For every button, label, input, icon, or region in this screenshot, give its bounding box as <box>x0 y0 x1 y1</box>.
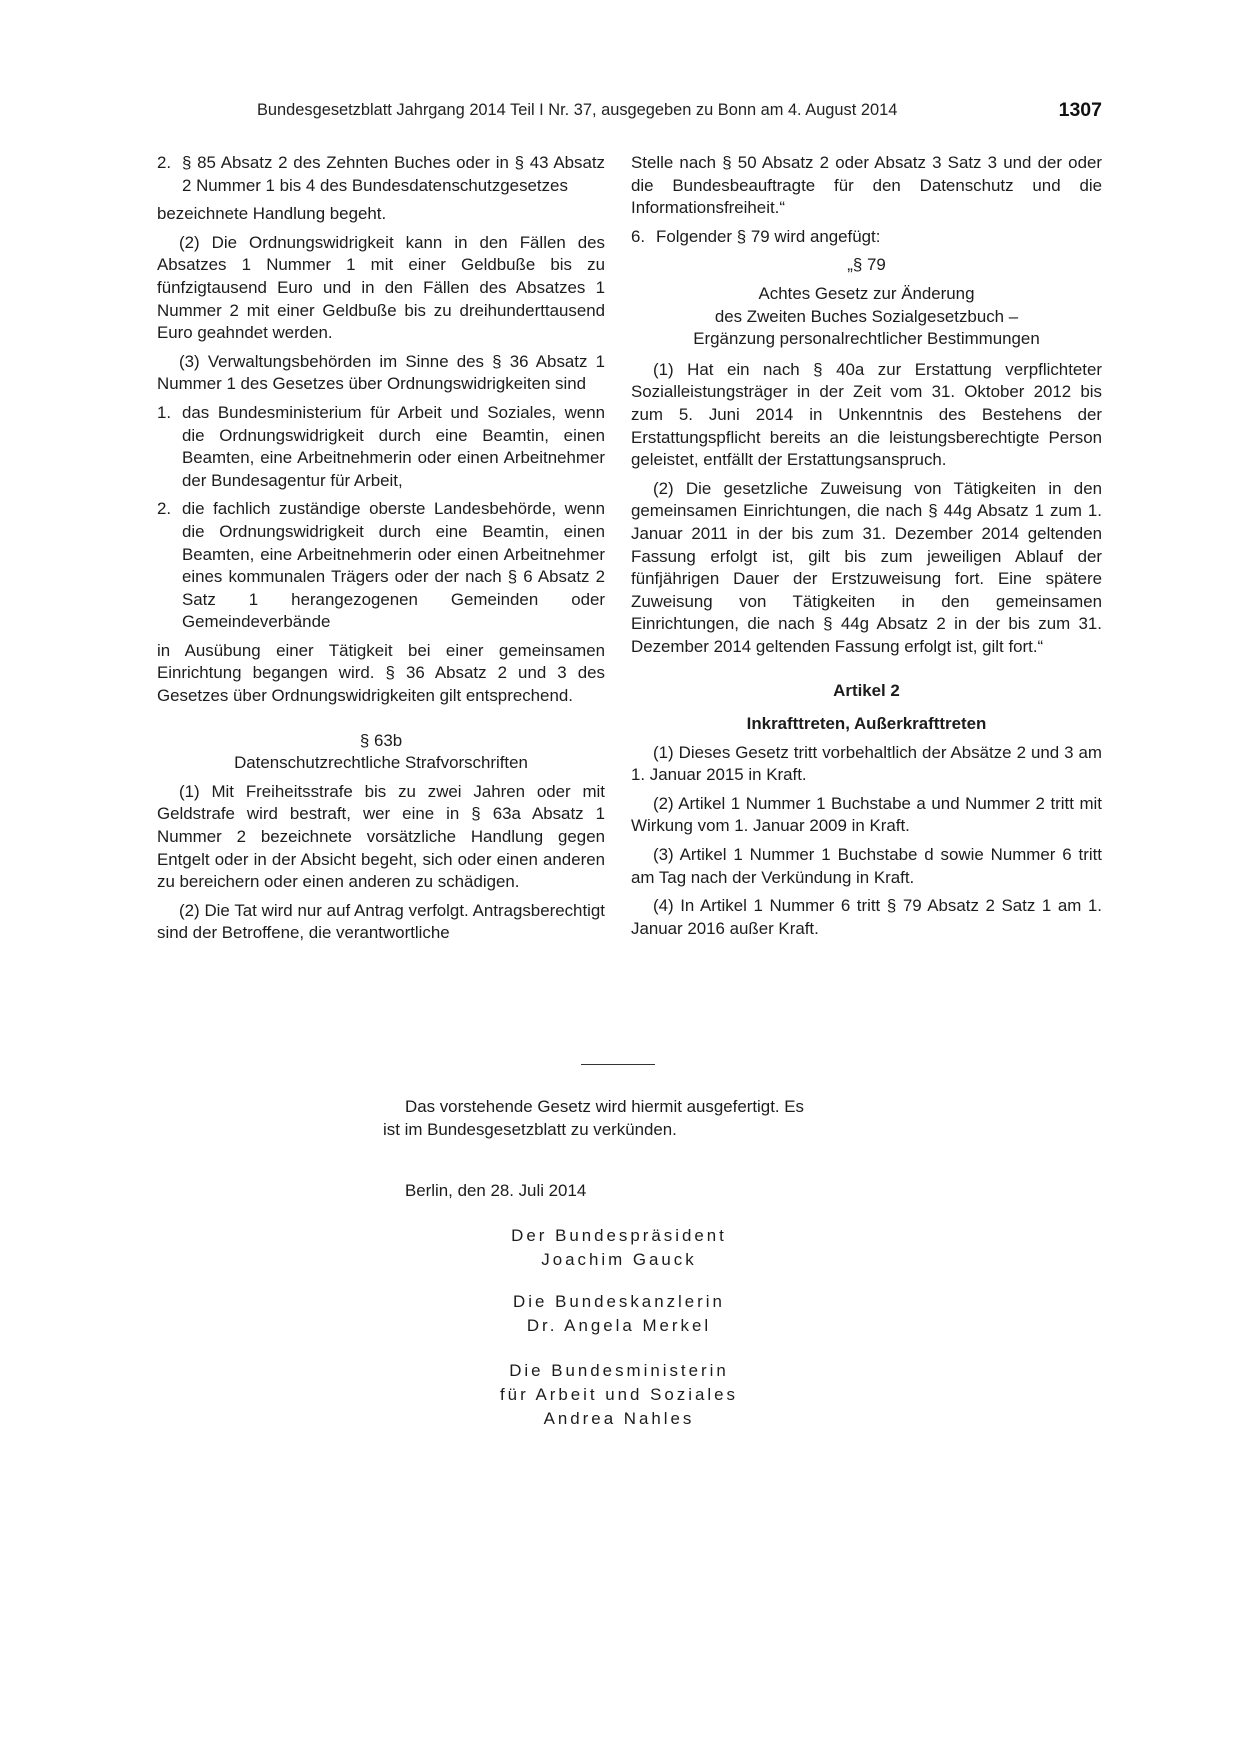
signatory-name: Joachim Gauck <box>541 1250 697 1269</box>
section-title: des Zweiten Buches Sozialgesetzbuch – <box>714 306 1019 326</box>
list-item <box>157 498 605 634</box>
list-item-number: 1. <box>157 402 172 422</box>
list-item-number: 2. <box>157 499 172 519</box>
signing-date: Berlin, den 28. Juli 2014 <box>405 1181 587 1200</box>
section-heading: „§ 79 <box>847 255 886 275</box>
paragraph: (3) Artikel 1 Nummer 1 Buchstabe d sowie Nummer 6 tritt am Tag nach der Verkündung in Kraft. <box>631 845 1102 887</box>
paragraph: in Ausübung einer Tätigkeit bei einer gemeinsamen Einrichtung begangen wird. § 36 Absatz 2 und 3 des Gesetzes über Ordnungswidrigkeiten gilt entsprechend. <box>157 640 605 706</box>
section-title: Datenschutzrechtliche Strafvorschriften <box>234 753 528 773</box>
section-title: Achtes Gesetz zur Änderung <box>758 283 975 303</box>
signatory-name: Andrea Nahles <box>543 1409 695 1428</box>
list-item <box>157 152 605 197</box>
signature-block <box>444 1359 794 1431</box>
signatory-title: Die Bundesministerin <box>509 1361 729 1380</box>
promulgation-line: Das vorstehende Gesetz wird hiermit ausgefertigt. Es <box>405 1097 804 1116</box>
list-item-number: 6. <box>631 226 646 246</box>
right-column <box>631 152 1102 946</box>
list-item-text: die fachlich zuständige oberste Landesbehörde, wenn die Ordnungswidrigkeit durch eine Beamtin, einen Beamten, eine Arbeitnehmerin oder einen Arbeitnehmer eines kommunalen Trägers oder der nach § 6 Absatz 2 Satz 1 herangezogenen Gemeinden oder Gemeindeverbände <box>182 499 605 632</box>
list-item-number: 2. <box>157 153 172 172</box>
page-header <box>157 101 1102 127</box>
signatory-title: für Arbeit und Soziales <box>499 1385 738 1404</box>
section-title: Ergänzung personalrechtlicher Bestimmungen <box>693 329 1040 349</box>
section-heading: § 63b <box>359 730 403 750</box>
separator-rule <box>581 1064 655 1065</box>
paragraph: (2) Die Ordnungswidrigkeit kann in den Fällen des Absatzes 1 Nummer 1 mit einer Geldbuße bis zu fünfzigtausend Euro und in den Fällen des Absatzes 1 Nummer 2 mit einer Geldbuße bis zu dreihunderttausend Euro geahndet werden. <box>157 232 605 343</box>
list-item <box>631 226 1102 249</box>
paragraph: (1) Dieses Gesetz tritt vorbehaltlich der Absätze 2 und 3 am 1. Januar 2015 in Kraft. <box>631 742 1102 785</box>
left-column <box>157 152 605 951</box>
signatory-name: Dr. Angela Merkel <box>526 1316 712 1335</box>
paragraph: (1) Mit Freiheitsstrafe bis zu zwei Jahren oder mit Geldstrafe wird bestraft, wer eine in § 63a Absatz 1 Nummer 2 bezeichnete vorsätzliche Handlung gegen Entgelt oder in der Absicht begeht, sich oder einen anderen zu bereichern oder einen anderen zu schädigen. <box>157 781 605 892</box>
promulgation-line: ist im Bundesgesetzblatt zu verkünden. <box>383 1119 677 1139</box>
signature-block <box>444 1224 794 1272</box>
page-number: 1307 <box>1058 99 1102 121</box>
paragraph: (3) Verwaltungsbehörden im Sinne des § 36 Absatz 1 Nummer 1 des Gesetzes über Ordnungswidrigkeiten sind <box>157 351 605 394</box>
list-item <box>157 402 605 492</box>
list-item-text: das Bundesministerium für Arbeit und Soziales, wenn die Ordnungswidrigkeit durch eine Beamtin, einen Beamten, eine Arbeitnehmerin oder einen Arbeitnehmer der Bundesagentur für Arbeit, <box>182 402 605 490</box>
gazette-title: Bundesgesetzblatt Jahrgang 2014 Teil I Nr. 37, ausgegeben zu Bonn am 4. August 2014 <box>257 101 898 119</box>
signatory-title: Die Bundeskanzlerin <box>513 1292 725 1311</box>
signatory-title: Der Bundespräsident <box>511 1226 727 1245</box>
paragraph: (2) Artikel 1 Nummer 1 Buchstabe a und Nummer 2 tritt mit Wirkung vom 1. Januar 2009 in Kraft. <box>631 793 1102 836</box>
paragraph: (2) Die Tat wird nur auf Antrag verfolgt. Antragsberechtigt sind der Betroffene, die verantwortliche <box>157 900 605 943</box>
list-item-text: § 85 Absatz 2 des Zehnten Buches oder in § 43 Absatz 2 Nummer 1 bis 4 des Bundesdatenschutzgesetzes <box>182 153 605 195</box>
article-heading: Artikel 2 <box>833 681 900 701</box>
article-title: Inkrafttreten, Außerkrafttreten <box>746 714 987 734</box>
paragraph: (4) In Artikel 1 Nummer 6 tritt § 79 Absatz 2 Satz 1 am 1. Januar 2016 außer Kraft. <box>631 896 1102 938</box>
paragraph: (2) Die gesetzliche Zuweisung von Tätigkeiten in den gemeinsamen Einrichtungen, die nach § 44g Absatz 1 zum 1. Januar 2011 in der bis zum 31. Dezember 2014 geltenden Fassung erfolgt ist, gilt bis zum jeweiligen Ablauf der fünfjährigen Dauer der Erstzuweisung fort. Eine spätere Zuweisung von Tätigkeiten in den gemeinsamen Einrichtungen, die nach § 44g Absatz 2 in der bis zum 31. Dezember 2014 geltenden Fassung erfolgt ist, gilt fort.“ <box>631 478 1102 656</box>
paragraph: (1) Hat ein nach § 40a zur Erstattung verpflichteter Sozialleistungsträger in der Zeit vom 31. Oktober 2012 bis zum 5. Juni 2014 in Unkenntnis des Bestehens der Erstattungspflicht bereits an die leistungsberechtigte Person geleistet, entfällt der Erstattungsanspruch. <box>631 359 1102 470</box>
paragraph: Stelle nach § 50 Absatz 2 oder Absatz 3 Satz 3 und der oder die Bundesbeauftragte für den Datenschutz und die Informationsfreiheit.“ <box>631 153 1102 218</box>
paragraph: bezeichnete Handlung begeht. <box>157 204 387 224</box>
signature-block <box>444 1290 794 1338</box>
promulgation-text <box>383 1096 863 1141</box>
list-item-text: Folgender § 79 wird angefügt: <box>656 226 881 246</box>
